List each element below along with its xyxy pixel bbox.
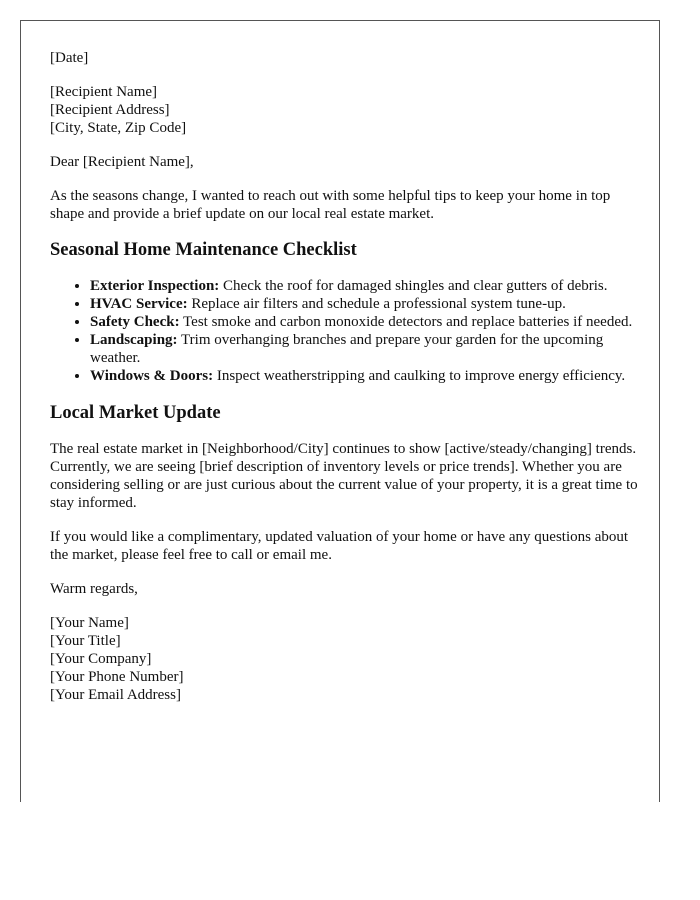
checklist-item (90, 313, 640, 331)
checklist-item-title: HVAC Service: (90, 296, 188, 312)
market-paragraph-1: The real estate market in [Neighborhood/City] continues to show [active/steady/changing] trends. Currently, we are seeing [brief description of inventory levels or price trends]. Whether you are considering selling or are just curious about the current value of your property, it is a great time to stay informed. (50, 441, 638, 511)
market-heading: Local Market Update (50, 403, 221, 423)
checklist-list (50, 277, 640, 385)
checklist-item-title: Landscaping: (90, 332, 178, 348)
recipient-city-state-zip: [City, State, Zip Code] (50, 120, 187, 136)
checklist-item-title: Safety Check: (90, 314, 180, 330)
checklist-item-title: Windows & Doors: (90, 368, 214, 384)
checklist-item-text: Replace air filters and schedule a professional system tune-up. (187, 296, 566, 312)
recipient-address: [Recipient Address] (50, 102, 170, 118)
signature-phone: [Your Phone Number] (50, 669, 184, 685)
letter-page (20, 20, 660, 802)
checklist-item (90, 331, 640, 367)
checklist-item-title: Exterior Inspection: (90, 278, 220, 294)
checklist-heading: Seasonal Home Maintenance Checklist (50, 240, 357, 260)
signature-block (50, 614, 640, 704)
checklist-item-text: Test smoke and carbon monoxide detectors and replace batteries if needed. (179, 314, 633, 330)
recipient-name: [Recipient Name] (50, 84, 158, 100)
checklist-item-text: Trim overhanging branches and prepare your garden for the upcoming weather. (90, 332, 604, 366)
checklist-item (90, 277, 640, 295)
checklist-item-text: Check the roof for damaged shingles and clear gutters of debris. (219, 278, 608, 294)
signature-title: [Your Title] (50, 633, 121, 649)
letter-date: [Date] (50, 50, 89, 66)
signature-name: [Your Name] (50, 615, 129, 631)
checklist-item (90, 367, 640, 385)
checklist-item (90, 295, 640, 313)
closing: Warm regards, (50, 581, 138, 597)
letter-content (50, 49, 640, 720)
salutation: Dear [Recipient Name], (50, 154, 194, 170)
recipient-block (50, 83, 640, 137)
intro-paragraph: As the seasons change, I wanted to reach out with some helpful tips to keep your home in top shape and provide a brief update on our local real estate market. (50, 188, 611, 222)
market-paragraph-2: If you would like a complimentary, updated valuation of your home or have any questions about the market, please feel free to call or email me. (50, 529, 629, 563)
signature-company: [Your Company] (50, 651, 152, 667)
checklist-item-text: Inspect weatherstripping and caulking to improve energy efficiency. (213, 368, 626, 384)
signature-email: [Your Email Address] (50, 687, 181, 703)
